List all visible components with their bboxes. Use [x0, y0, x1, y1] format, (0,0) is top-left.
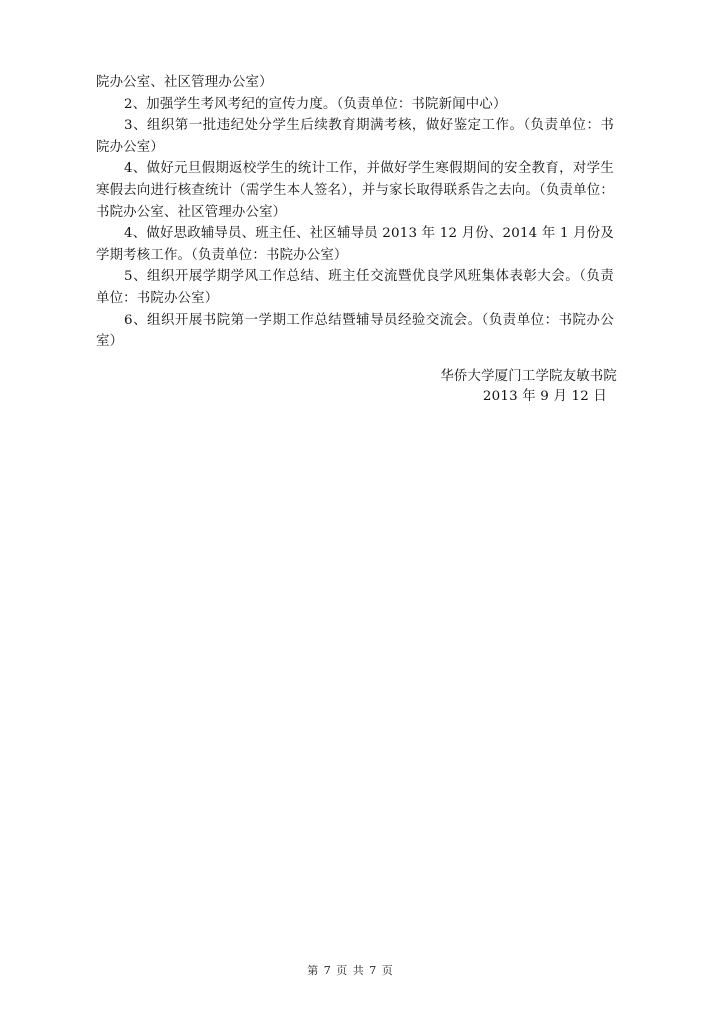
paragraph-item-4b: 4、做好思政辅导员、班主任、社区辅导员 2013 年 12 月份、2014 年 1 月份及学期考核工作。（负责单位：书院办公室） — [96, 226, 614, 263]
paragraph-item-6: 6、组织开展书院第一学期工作总结暨辅导员经验交流会。（负责单位：书院办公室） — [96, 312, 614, 350]
paragraph-item-5: 5、组织开展学期学风工作总结、班主任交流暨优良学风班集体表彰大会。（负责单位：书院办公室） — [96, 269, 614, 306]
signature-organization: 华侨大学厦门工学院友敏书院 — [440, 369, 617, 384]
signature-block — [440, 367, 617, 407]
paragraph-item-3: 3、组织第一批违纪处分学生后续教育期满考核，做好鉴定工作。（负责单位：书院办公室） — [96, 118, 614, 155]
signature-date: 2013 年 9 月 12 日 — [482, 389, 607, 404]
document-body — [96, 72, 614, 353]
page-footer: 第 7 页 共 7 页 — [307, 964, 394, 977]
paragraph-item-4a: 4、做好元旦假期返校学生的统计工作，并做好学生寒假期间的安全教育，对学生寒假去向进行核查统计（需学生本人签名），并与家长取得联系告之去向。（负责单位：书院办公室、社区管理办公室） — [96, 161, 614, 220]
paragraph-item-2: 2、加强学生考风考纪的宣传力度。（负责单位：书院新闻中心） — [124, 96, 507, 112]
paragraph-continuation: 院办公室、社区管理办公室） — [96, 75, 273, 90]
